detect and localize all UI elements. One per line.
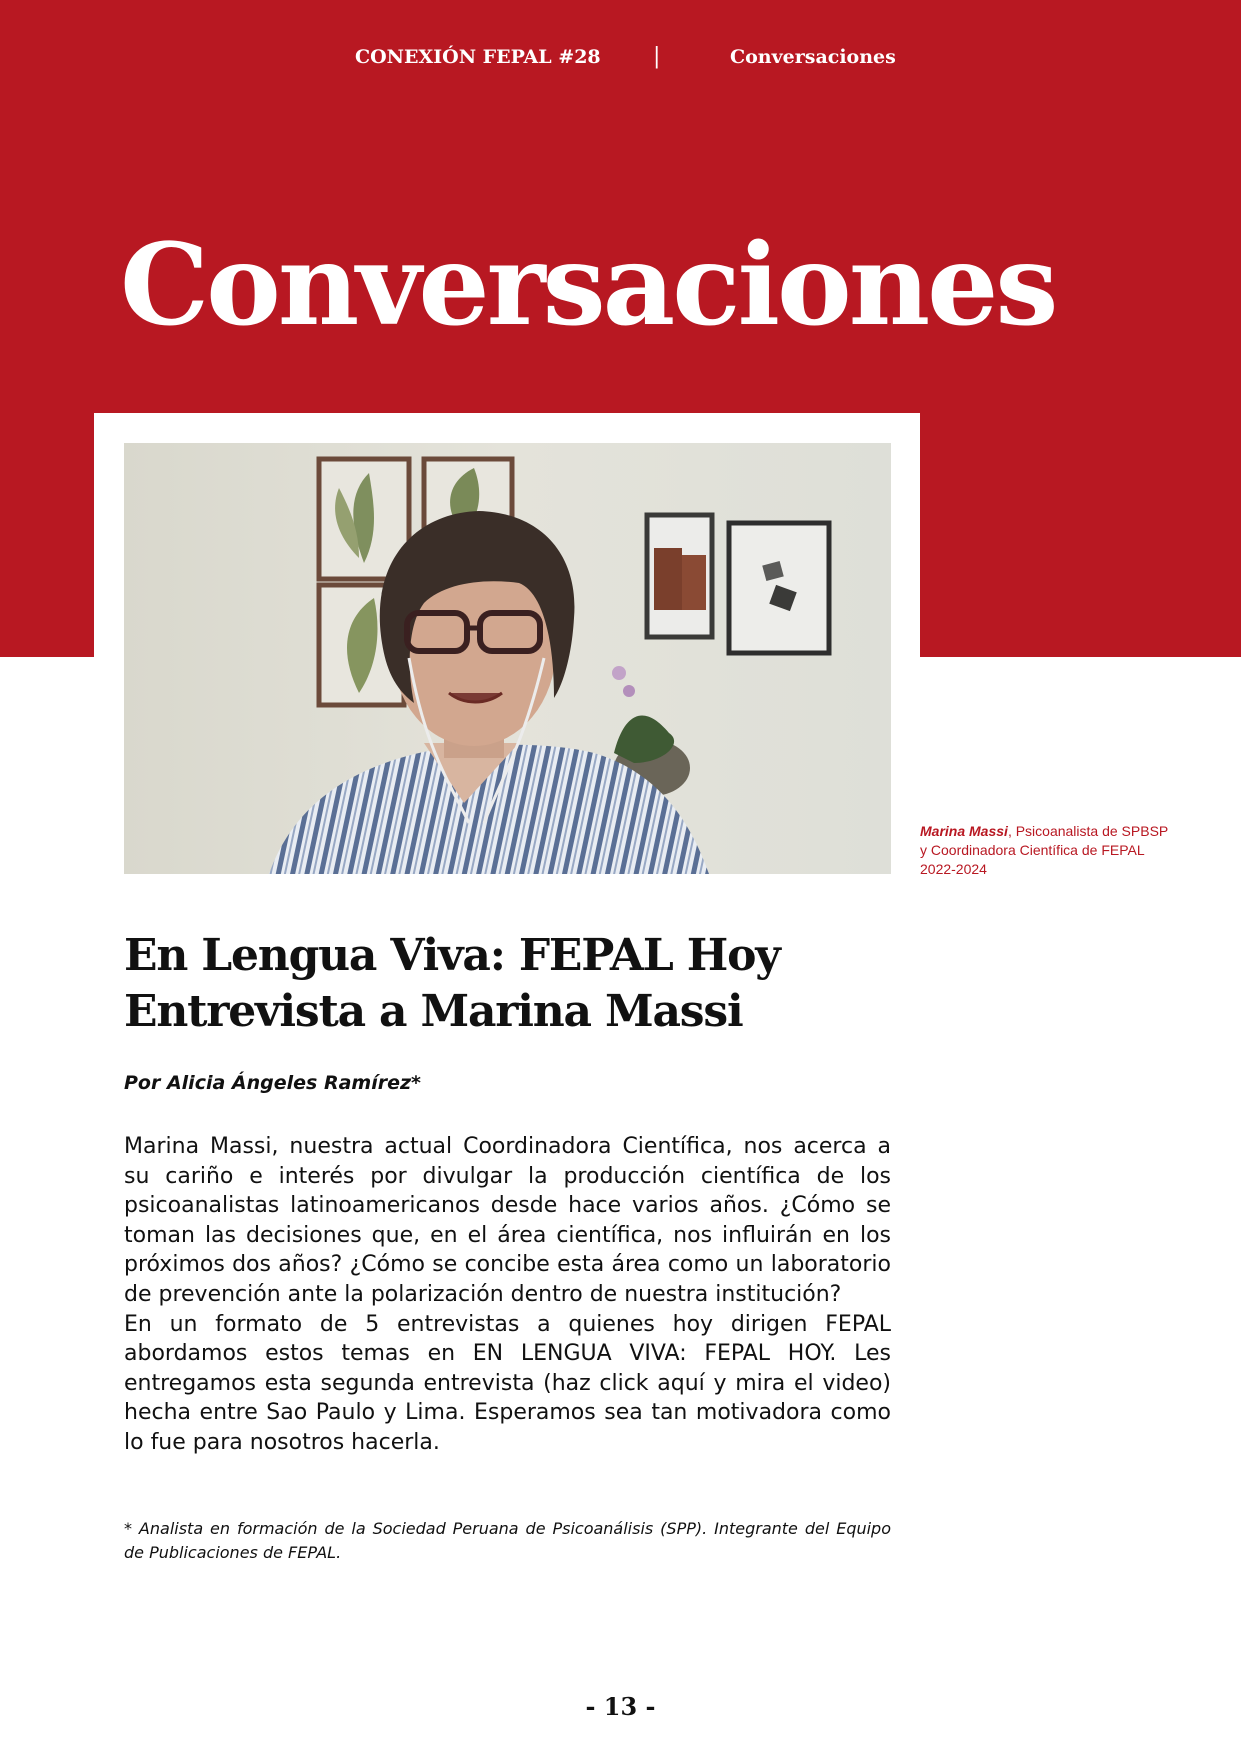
section-title: Conversaciones — [120, 220, 1056, 351]
caption-role: , Psicoanalista de SPBSP — [1007, 823, 1169, 839]
caption-line-3: 2022-2024 — [920, 861, 987, 877]
header-section-name: Conversaciones — [730, 46, 896, 68]
article-title — [124, 928, 824, 1040]
running-header — [0, 44, 1241, 74]
page-number: - 13 - — [585, 1692, 656, 1721]
article-paragraph-2: En un formato de 5 entrevistas a quienes hoy dirigen FEPAL abordamos estos temas en EN LENGUA VIVA: FEPAL HOY. Les entregamos esta segunda entrevista (haz click aquí y mira el video) hecha entre Sao Paulo y Lima. Esperamos sea tan motivadora como lo fue para nosotros hacerla. — [124, 1311, 891, 1455]
header-separator: | — [653, 44, 661, 69]
portrait-image — [124, 443, 891, 874]
photo-caption — [920, 822, 1190, 879]
article-title-line-2: Entrevista a Marina Massi — [124, 986, 743, 1037]
publication-name: CONEXIÓN FEPAL #28 — [355, 46, 601, 68]
article-title-line-1: En Lengua Viva: FEPAL Hoy — [124, 930, 780, 981]
article-footnote: * Analista en formación de la Sociedad Peruana de Psicoanálisis (SPP). Integrante del Equipo de Publicaciones de FEPAL. — [124, 1519, 891, 1562]
article-body — [124, 1132, 891, 1458]
interview-video-still[interactable] — [124, 443, 891, 874]
article-byline: Por Alicia Ángeles Ramírez* — [124, 1072, 421, 1094]
caption-line-2: y Coordinadora Científica de FEPAL — [920, 842, 1145, 858]
caption-line-1 — [920, 822, 1190, 841]
caption-person-name: Marina Massi — [920, 823, 1008, 839]
article-paragraph-1: Marina Massi, nuestra actual Coordinadora Científica, nos acerca a su cariño e interés por divulgar la producción científica de los psicoanalistas latinoamericanos desde hace varios años. ¿Cómo se toman las decisiones que, en el área científica, nos influirán en los próximos dos años? ¿Cómo se concibe esta área como un laboratorio de prevención ante la polarización dentro de nuestra institución? — [124, 1134, 891, 1307]
